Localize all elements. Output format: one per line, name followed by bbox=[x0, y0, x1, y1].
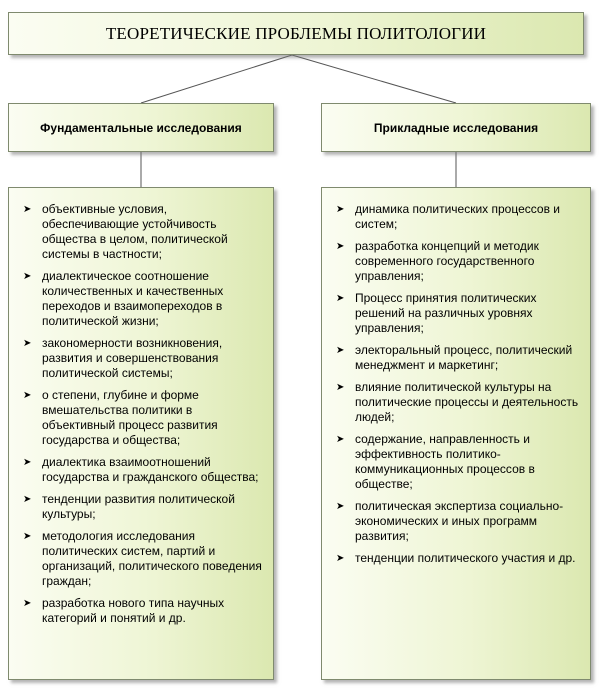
right-list bbox=[322, 188, 590, 566]
bullet-arrow-icon: ➤ bbox=[336, 501, 345, 512]
list-item: ➤ влияние политической культуры на политические процессы и деятельность людей; bbox=[336, 380, 579, 424]
diagram-title: ТЕОРЕТИЧЕСКИЕ ПРОБЛЕМЫ ПОЛИТОЛОГИИ bbox=[105, 23, 487, 43]
bullet-arrow-icon: ➤ bbox=[336, 204, 345, 215]
right-list-box bbox=[321, 187, 591, 680]
list-item: ➤ объективные условия, обеспечивающие устойчивость общества в целом, политической системы в частности; bbox=[23, 202, 228, 261]
list-item: ➤ тенденции политического участия и др. bbox=[336, 551, 576, 565]
bullet-arrow-icon: ➤ bbox=[23, 531, 32, 542]
bullet-arrow-icon: ➤ bbox=[23, 271, 32, 282]
list-item: ➤ диалектика взаимоотношений государства и гражданского общества; bbox=[23, 455, 259, 484]
bullet-arrow-icon: ➤ bbox=[336, 241, 345, 252]
list-item: ➤ закономерности возникновения, развития и совершенствования политической системы; bbox=[23, 336, 223, 380]
list-item: ➤ электоральный процесс, политический менеджмент и маркетинг; bbox=[336, 343, 573, 372]
bullet-arrow-icon: ➤ bbox=[336, 293, 345, 304]
bullet-arrow-icon: ➤ bbox=[23, 390, 32, 401]
connector-title-to-left bbox=[141, 55, 292, 103]
bullet-arrow-icon: ➤ bbox=[336, 382, 345, 393]
bullet-arrow-icon: ➤ bbox=[336, 553, 345, 564]
list-item: ➤ политическая экспертиза социально-экономических и иных программ развития; bbox=[336, 499, 564, 543]
bullet-arrow-icon: ➤ bbox=[23, 598, 32, 609]
bullet-arrow-icon: ➤ bbox=[336, 345, 345, 356]
left-heading: Фундаментальные исследования bbox=[40, 120, 242, 135]
list-item: ➤ диалектическое соотношение количественных и качественных переходов и взаимопереходов в политической жизни; bbox=[23, 269, 224, 328]
left-heading-box bbox=[8, 103, 274, 152]
list-item: ➤ содержание, направленность и эффективность политико-коммуникационных процессов в обществе; bbox=[336, 432, 535, 491]
bullet-arrow-icon: ➤ bbox=[23, 338, 32, 349]
list-item: ➤ методология исследования политических систем, партий и организаций, политического поведения граждан; bbox=[23, 529, 262, 588]
right-heading: Прикладные исследования bbox=[373, 120, 539, 135]
right-heading-box bbox=[321, 103, 591, 152]
bullet-arrow-icon: ➤ bbox=[336, 434, 345, 445]
title-box bbox=[8, 12, 584, 55]
bullet-arrow-icon: ➤ bbox=[23, 457, 32, 468]
left-list bbox=[9, 188, 273, 626]
bullet-arrow-icon: ➤ bbox=[23, 204, 32, 215]
bullet-arrow-icon: ➤ bbox=[23, 494, 32, 505]
list-item: ➤ о степени, глубине и форме вмешательства политики в объективный процесс развития государства и общества; bbox=[23, 388, 218, 447]
connector-title-to-right bbox=[292, 55, 456, 103]
list-item: ➤ динамика политических процессов и систем; bbox=[336, 202, 560, 231]
list-item: ➤ разработка нового типа научных категорий и понятий и др. bbox=[23, 596, 225, 625]
left-list-box bbox=[8, 187, 274, 680]
list-item: ➤ разработка концепций и методик современного государственного управления; bbox=[336, 239, 539, 283]
list-item: ➤ Процесс принятия политических решений на различных уровнях управления; bbox=[336, 291, 537, 335]
list-item: ➤ тенденции развития политической культуры; bbox=[23, 492, 235, 521]
